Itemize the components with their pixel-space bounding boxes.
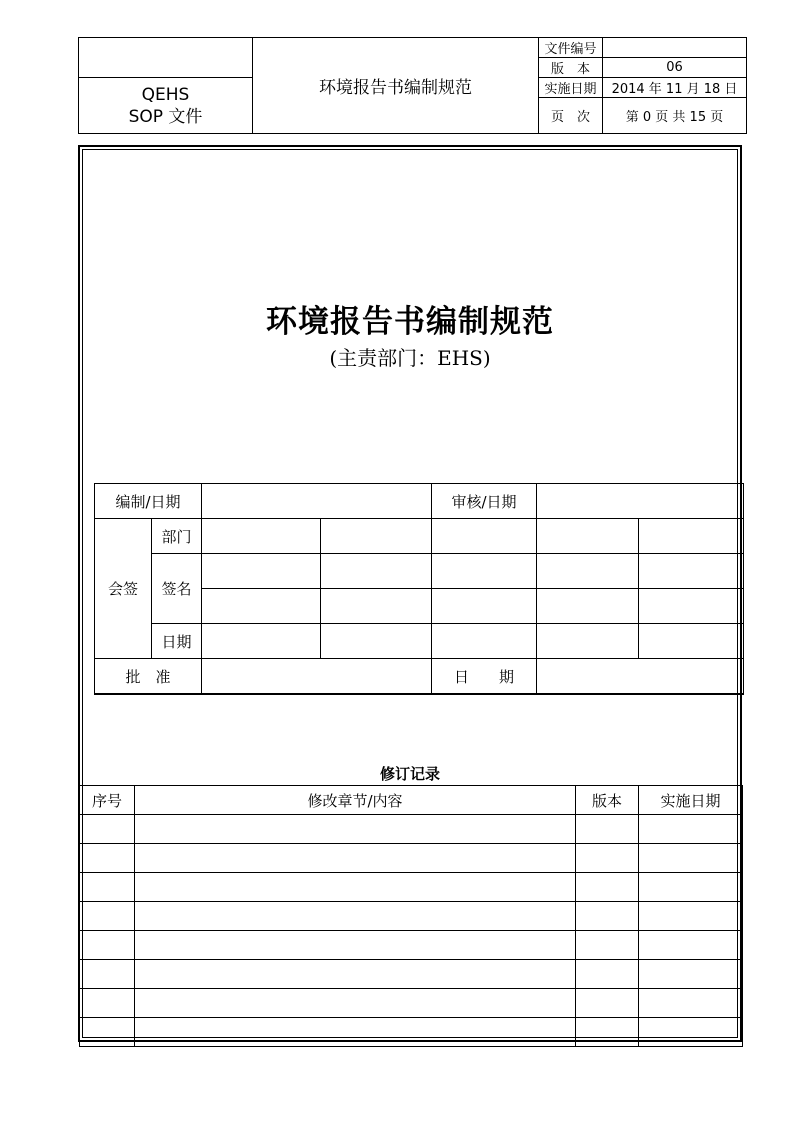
revision-cell bbox=[135, 1018, 576, 1047]
org-name: QEHS bbox=[141, 84, 190, 105]
approve-date-field bbox=[537, 659, 744, 695]
revision-cell bbox=[135, 815, 576, 844]
revision-cell bbox=[135, 873, 576, 902]
sign-off-table bbox=[94, 483, 744, 695]
sign-cell bbox=[537, 554, 639, 589]
sign-cell bbox=[639, 589, 744, 624]
revision-cell bbox=[80, 960, 135, 989]
reviewed-label: 审核/日期 bbox=[432, 484, 537, 519]
revision-cell bbox=[639, 989, 743, 1018]
page-value: 第 0 页 共 15 页 bbox=[603, 98, 747, 134]
revision-cell bbox=[639, 815, 743, 844]
sign-cell bbox=[202, 589, 321, 624]
revision-cell bbox=[135, 844, 576, 873]
header-blank-cell bbox=[79, 38, 253, 78]
approve-field bbox=[202, 659, 432, 695]
department-label: 部门 bbox=[152, 519, 202, 554]
sign-cell bbox=[432, 554, 537, 589]
doc-no-label: 文件编号 bbox=[539, 38, 603, 58]
sign-cell bbox=[321, 589, 432, 624]
revision-cell bbox=[80, 931, 135, 960]
revision-rows bbox=[80, 815, 743, 1047]
revision-cell bbox=[80, 989, 135, 1018]
sign-cell bbox=[639, 519, 744, 554]
revision-header-content: 修改章节/内容 bbox=[135, 786, 576, 815]
sign-cell bbox=[432, 624, 537, 659]
header-doc-title: 环境报告书编制规范 bbox=[253, 38, 539, 134]
revision-cell bbox=[135, 989, 576, 1018]
document-header bbox=[78, 37, 747, 134]
prepared-label: 编制/日期 bbox=[95, 484, 202, 519]
doc-type: SOP 文件 bbox=[128, 106, 203, 127]
revision-cell bbox=[576, 989, 639, 1018]
revision-cell bbox=[80, 1018, 135, 1047]
sign-cell bbox=[432, 519, 537, 554]
sign-cell bbox=[202, 554, 321, 589]
sign-cell bbox=[321, 554, 432, 589]
table-row bbox=[80, 815, 743, 844]
reviewed-field bbox=[537, 484, 744, 519]
sign-cell bbox=[321, 624, 432, 659]
sign-cell bbox=[202, 624, 321, 659]
revision-cell bbox=[135, 960, 576, 989]
table-row bbox=[80, 960, 743, 989]
revision-cell bbox=[639, 931, 743, 960]
sign-cell bbox=[432, 589, 537, 624]
version-label: 版 本 bbox=[539, 58, 603, 78]
revision-cell bbox=[576, 931, 639, 960]
revision-table bbox=[79, 785, 743, 1047]
countersign-label: 会签 bbox=[95, 519, 152, 659]
revision-cell bbox=[576, 844, 639, 873]
approve-date-label: 日 期 bbox=[432, 659, 537, 695]
effective-date-value: 2014 年 11 月 18 日 bbox=[603, 78, 747, 98]
table-row bbox=[80, 931, 743, 960]
revision-cell bbox=[80, 873, 135, 902]
revision-cell bbox=[576, 1018, 639, 1047]
revision-cell bbox=[639, 844, 743, 873]
revision-title: 修订记录 bbox=[379, 765, 440, 783]
revision-cell bbox=[576, 873, 639, 902]
effective-date-label: 实施日期 bbox=[539, 78, 603, 98]
cover-title: 环境报告书编制规范 bbox=[266, 304, 554, 340]
revision-cell bbox=[639, 873, 743, 902]
table-row bbox=[80, 989, 743, 1018]
sign-cell bbox=[639, 554, 744, 589]
sign-cell bbox=[202, 519, 321, 554]
revision-cell bbox=[576, 960, 639, 989]
page-label: 页 次 bbox=[539, 98, 603, 134]
signature-label: 签名 bbox=[152, 554, 202, 624]
sign-cell bbox=[537, 589, 639, 624]
sign-cell bbox=[321, 519, 432, 554]
revision-header-version: 版本 bbox=[576, 786, 639, 815]
revision-cell bbox=[576, 902, 639, 931]
version-value: 06 bbox=[603, 58, 747, 78]
doc-no-value bbox=[603, 38, 747, 58]
revision-header-date: 实施日期 bbox=[639, 786, 743, 815]
table-row bbox=[80, 844, 743, 873]
sign-cell bbox=[537, 624, 639, 659]
sign-cell bbox=[537, 519, 639, 554]
revision-cell bbox=[80, 844, 135, 873]
sign-cell bbox=[639, 624, 744, 659]
table-row bbox=[80, 873, 743, 902]
approve-label: 批 准 bbox=[95, 659, 202, 695]
table-row bbox=[80, 1018, 743, 1047]
date-label: 日期 bbox=[152, 624, 202, 659]
table-row bbox=[80, 902, 743, 931]
header-org-cell bbox=[79, 78, 253, 134]
prepared-field bbox=[202, 484, 432, 519]
revision-cell bbox=[80, 815, 135, 844]
revision-cell bbox=[135, 902, 576, 931]
revision-cell bbox=[639, 960, 743, 989]
revision-cell bbox=[639, 902, 743, 931]
revision-cell bbox=[576, 815, 639, 844]
revision-header-no: 序号 bbox=[80, 786, 135, 815]
revision-cell bbox=[135, 931, 576, 960]
cover-subtitle: (主责部门：EHS) bbox=[329, 346, 491, 370]
revision-cell bbox=[639, 1018, 743, 1047]
revision-cell bbox=[80, 902, 135, 931]
